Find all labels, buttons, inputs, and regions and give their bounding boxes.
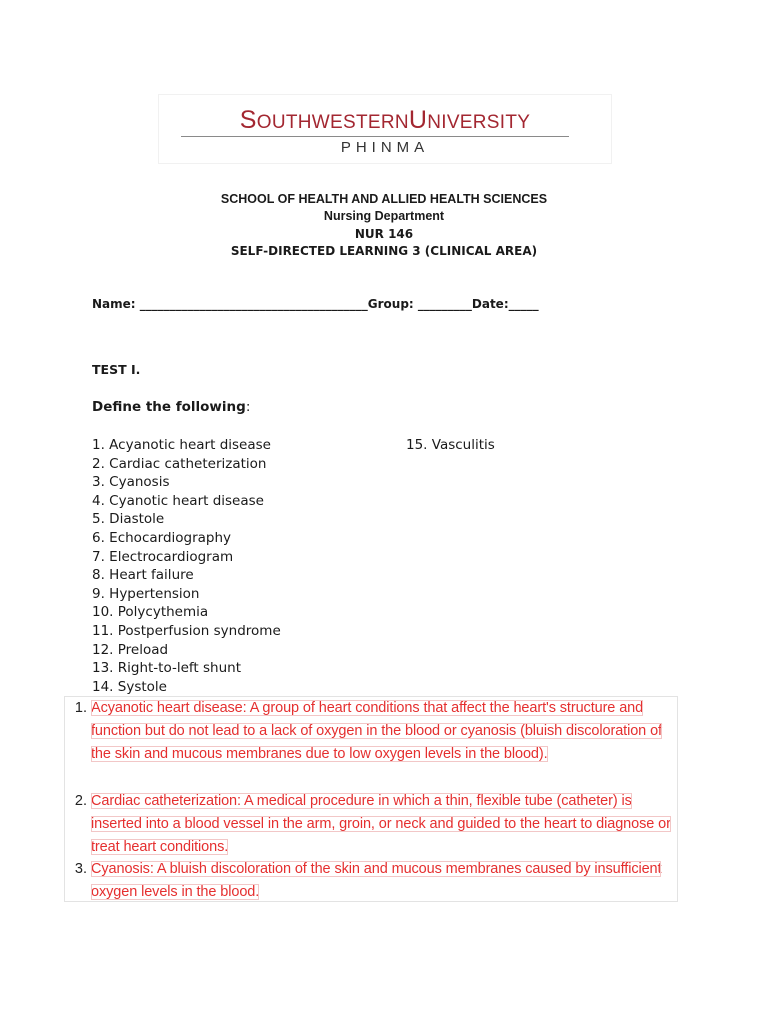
instruction [92,398,250,416]
course-code: NUR 146 [354,227,414,241]
list-item: 11. Postperfusion syndrome [92,622,281,639]
answer-text: Acyanotic heart disease: A group of heart conditions that affect the heart's structure and function but do not lead to a lack of oxygen in the blood or cyanosis (bluish discoloration of the skin and mucous membranes due to low oxygen levels in the blood). [91,700,662,762]
list-item: 14. Systole [92,678,167,695]
department-name: Nursing Department [323,209,445,223]
school-name: SCHOOL OF HEALTH AND ALLIED HEALTH SCIENCES [220,192,548,206]
list-item: 7. Electrocardiogram [92,548,234,565]
university-logo [158,94,612,164]
document-title: SELF-DIRECTED LEARNING 3 (CLINICAL AREA) [230,244,538,258]
name-group-date-line: Name: ______________________________________Group: _________Date:_____ [92,297,539,311]
list-item: 13. Right-to-left shunt [92,660,242,677]
test-heading: TEST I. [92,362,141,377]
answer-block [64,696,678,902]
list-item: 15. Vasculitis [406,437,495,453]
logo-divider [181,136,569,137]
answer-text: Cardiac catheterization: A medical procedure in which a thin, flexible tube (catheter) is inserted into a blood vessel in the arm, groin, or neck and guided to the heart to diagnose or treat heart conditions. [91,793,671,855]
instruction-colon: : [245,399,251,415]
instruction-text: Define the following [92,399,246,415]
answer-number: 3. [74,861,87,877]
logo-wordmark: SOUTHWESTERNUNIVERSITY [239,106,531,134]
list-item: 4. Cyanotic heart disease [92,492,264,509]
answer-text: Cyanosis: A bluish discoloration of the skin and mucous membranes caused by insufficient oxygen levels in the blood. [91,861,662,900]
term-list [92,436,281,696]
logo-subtitle: PHINMA [340,139,430,156]
list-item: 9. Hypertension [92,585,200,602]
answer-number: 1. [74,700,87,716]
list-item: 5. Diastole [92,511,165,528]
list-item: 3. Cyanosis [92,474,170,491]
list-item: 12. Preload [92,641,169,658]
list-item: 8. Heart failure [92,567,194,584]
list-item: 6. Echocardiography [92,529,232,546]
list-item: 1. Acyanotic heart disease [92,437,271,453]
list-item: 2. Cardiac catheterization [92,455,267,472]
list-item: 10. Polycythemia [92,604,209,621]
answer-number: 2. [74,793,87,809]
